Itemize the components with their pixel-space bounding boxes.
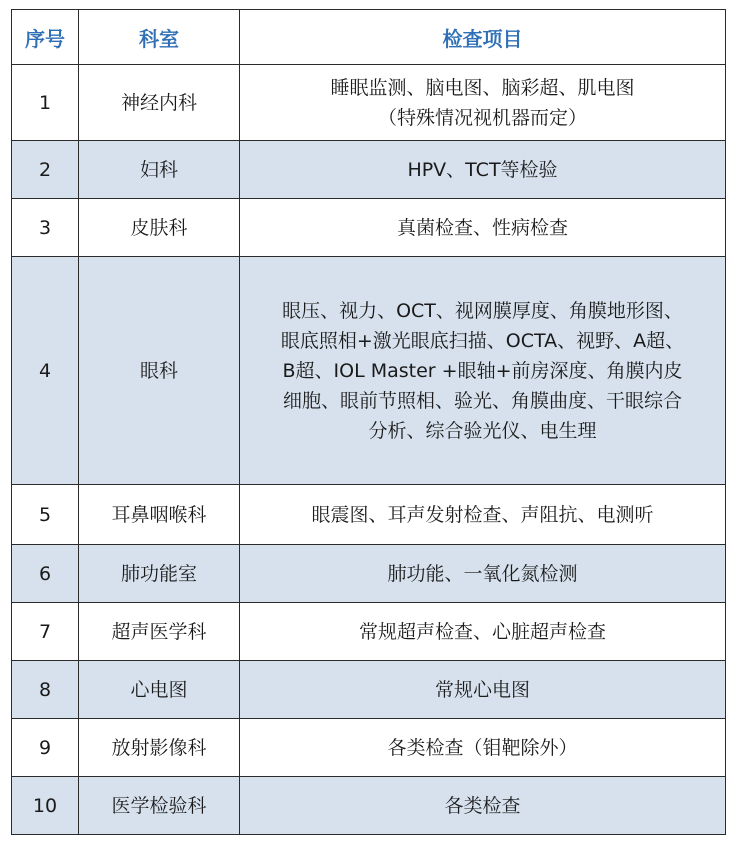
row-index: 2 (12, 141, 79, 199)
row-department: 心电图 (79, 661, 240, 719)
table-row (12, 141, 726, 199)
row-exam-items (240, 661, 726, 719)
table-row (12, 777, 726, 835)
row-department: 肺功能室 (79, 545, 240, 603)
row-index: 10 (12, 777, 79, 835)
exam-item-line: 真菌检查、性病检查 (396, 216, 568, 239)
row-exam-items (240, 719, 726, 777)
row-exam-items (240, 65, 726, 141)
row-index: 6 (12, 545, 79, 603)
row-department: 神经内科 (79, 65, 240, 141)
exam-item-line: 肺功能、一氧化氮检测 (387, 562, 578, 585)
row-exam-items (240, 257, 726, 485)
exam-item-line: 眼压、视力、OCT、视网膜厚度、角膜地形图、 (282, 299, 683, 322)
table-row (12, 545, 726, 603)
exam-item-line: 细胞、眼前节照相、验光、角膜曲度、干眼综合 (282, 389, 682, 412)
table-header-row (12, 10, 726, 65)
header-department: 科室 (79, 10, 240, 65)
exam-item-line: 常规超声检查、心脏超声检查 (358, 620, 606, 643)
exam-items-table (11, 9, 726, 835)
row-exam-items (240, 603, 726, 661)
row-index: 5 (12, 485, 79, 545)
row-index: 1 (12, 65, 79, 141)
exam-item-line: 常规心电图 (434, 678, 530, 701)
table-row (12, 719, 726, 777)
table-row (12, 603, 726, 661)
row-department: 放射影像科 (79, 719, 240, 777)
exam-item-line: 各类检查 (444, 794, 521, 817)
exam-table-container (11, 9, 725, 835)
table-row (12, 485, 726, 545)
row-exam-items (240, 199, 726, 257)
table-row (12, 661, 726, 719)
row-index: 8 (12, 661, 79, 719)
exam-item-line: 眼底照相+激光眼底扫描、OCTA、视野、A超、 (280, 329, 685, 352)
exam-item-line: 各类检查（钼靶除外） (387, 736, 578, 759)
table-body (12, 65, 726, 835)
exam-item-line: 眼震图、耳声发射检查、声阻抗、电测听 (311, 503, 654, 526)
table-row (12, 199, 726, 257)
row-department: 妇科 (79, 141, 240, 199)
row-department: 医学检验科 (79, 777, 240, 835)
row-department: 皮肤科 (79, 199, 240, 257)
exam-item-line: B超、IOL Master +眼轴+前房深度、角膜内皮 (282, 359, 683, 382)
table-row (12, 65, 726, 141)
exam-item-line: 分析、综合验光仪、电生理 (368, 419, 597, 442)
row-department: 超声医学科 (79, 603, 240, 661)
exam-item-line: 睡眠监测、脑电图、脑彩超、肌电图 (330, 76, 635, 99)
exam-item-line: HPV、TCT等检验 (407, 158, 558, 181)
row-exam-items (240, 141, 726, 199)
row-exam-items (240, 545, 726, 603)
row-department: 耳鼻咽喉科 (79, 485, 240, 545)
row-exam-items (240, 485, 726, 545)
header-index: 序号 (12, 10, 79, 65)
row-exam-items (240, 777, 726, 835)
row-index: 3 (12, 199, 79, 257)
table-row (12, 257, 726, 485)
row-index: 7 (12, 603, 79, 661)
exam-item-line: （特殊情况视机器而定） (377, 106, 587, 129)
header-items: 检查项目 (240, 10, 726, 65)
row-index: 9 (12, 719, 79, 777)
row-index: 4 (12, 257, 79, 485)
row-department: 眼科 (79, 257, 240, 485)
